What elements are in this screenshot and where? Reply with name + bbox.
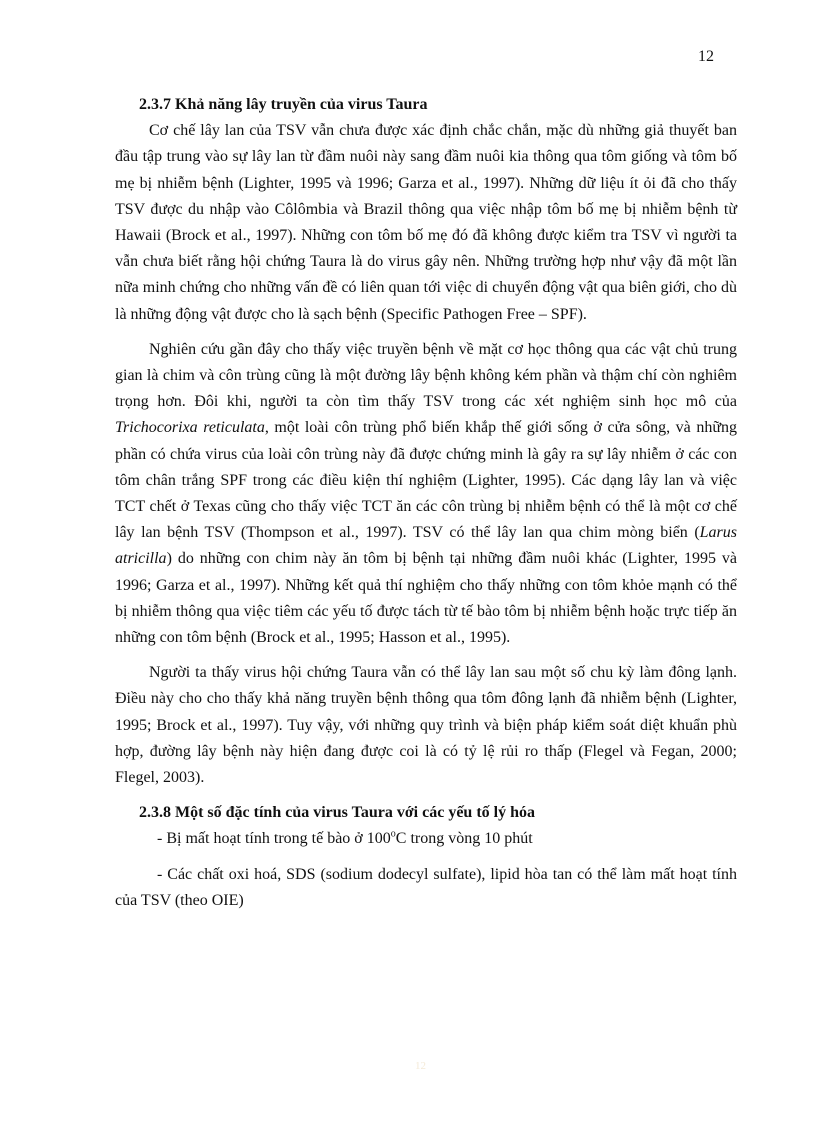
paragraph-vectors-part-b: , một loài côn trùng phổ biến khắp thế giới sống ở cửa sông, và những phần có chứa virus của loài côn trùng này đã được chứng minh là gây ra sự lây nhiễm ở các con tôm chân trắng SPF trong các điều kiện thí nghiệm (Lighter, 1995). Các dạng lây lan và việc TCT chết ở Texas cũng cho thấy việc TCT ăn các côn trùng bị nhiễm bệnh có thể là một cơ chế lây lan bệnh TSV (Thompson et al., 1997). TSV có thể lây lan qua chim mòng biển ( [115, 419, 738, 542]
paragraph-transmission-mechanism: Cơ chế lây lan của TSV vẫn chưa được xác định chắc chắn, mặc dù những giả thuyết ban đầu tập trung vào sự lây lan từ đầm nuôi này sang đầm nuôi kia thông qua tôm giống và tôm bố mẹ bị nhiễm bệnh (Lighter, 1995 và 1996; Garza et al., 1997). Những dữ liệu ít ỏi đã cho thấy TSV được du nhập vào Côlômbia và Brazil thông qua việc nhập tôm bố mẹ bị nhiễm bệnh từ Hawaii (Brock et al., 1997). Những con tôm bố mẹ đó đã không được kiểm tra TSV vì người ta vẫn chưa biết rằng hội chứng Taura là do virus gây nên. Những trường hợp như vậy đã một lần nữa minh chứng cho những vấn đề có liên quan tới việc di chuyển động vật qua biên giới, cho dù là những động vật được cho là sạch bệnh (Specific Pathogen Free – SPF). [115, 122, 737, 323]
section-heading-2-3-7: 2.3.7 Khả năng lây truyền của virus Taura [139, 96, 428, 113]
species-name-larus: Larus atricilla [115, 524, 737, 568]
paragraph-frozen-transmission: Người ta thấy virus hội chứng Taura vẫn có thể lây lan sau một số chu kỳ làm đông lạnh. Điều này cho cho thấy khả năng truyền bệnh thông qua tôm đông lạnh đã nhiễm bệnh (Lighter, 1995; Brock et al., 1997). Tuy vậy, với những quy trình và biện pháp kiểm soát diệt khuẩn phù hợp, đường lây bệnh này hiện đang được coi là có tỷ lệ rủi ro thấp (Flegel và Fegan, 2000; Flegel, 2003). [115, 664, 737, 787]
bullet-heat-text-b: C trong vòng 10 phút [395, 830, 533, 848]
document-body [115, 92, 737, 914]
bullet-item-heat [115, 826, 737, 852]
section-heading-2-3-8: 2.3.8 Một số đặc tính của virus Taura với các yếu tố lý hóa [139, 804, 535, 822]
bullet-heat-text-a: - Bị mất hoạt tính trong tế bào ở 100 [157, 830, 391, 848]
degree-superscript: o [390, 829, 396, 841]
bullet-item-chemicals: - Các chất oxi hoá, SDS (sodium dodecyl sulfate), lipid hòa tan có thể làm mất hoạt tính của TSV (theo OIE) [115, 865, 737, 909]
species-name-trichocorixa: Trichocorixa reticulata [115, 419, 265, 437]
page-number: 12 [698, 48, 714, 65]
paragraph-vectors [115, 337, 737, 651]
watermark-page-number: 12 [415, 1060, 426, 1072]
paragraph-vectors-part-a: Nghiên cứu gần đây cho thấy việc truyền bệnh về mặt cơ học thông qua các vật chủ trung gian là chim và côn trùng cũng là một đường lây bệnh không kém phần và thậm chí còn nghiêm trọng hơn. Đôi khi, người ta còn tìm thấy TSV trong các xét nghiệm sinh học mô của [115, 340, 737, 411]
paragraph-vectors-part-c: ) do những con chim này ăn tôm bị bệnh tại những đầm nuôi khác (Lighter, 1995 và 1996; Garza et al., 1997). Những kết quả thí nghiệm cho thấy những con tôm khỏe mạnh có thể bị nhiễm thông qua việc tiêm các yếu tố được tách từ tế bào tôm bị nhiễm bệnh hoặc trực tiếp ăn những con tôm bệnh (Brock et al., 1995; Hasson et al., 1995). [115, 550, 737, 647]
